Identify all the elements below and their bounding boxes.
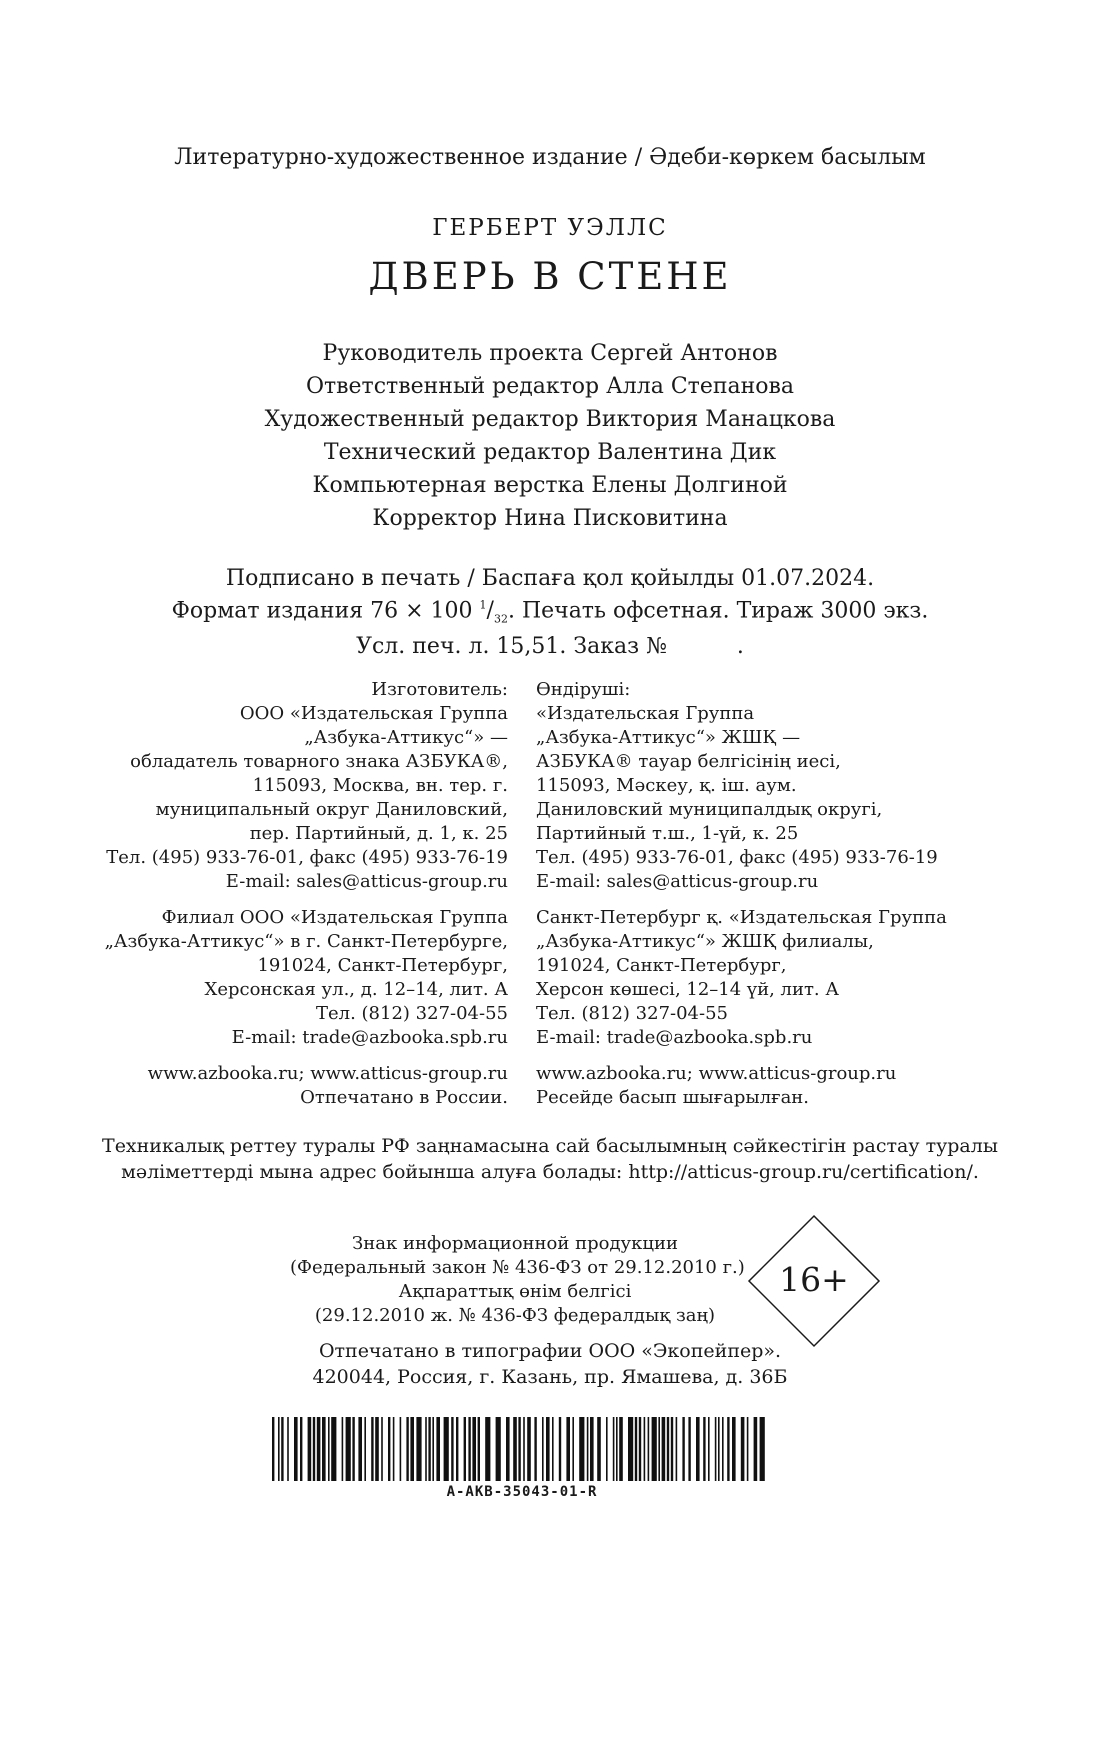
format-line	[0, 592, 1100, 633]
barcode-bar	[708, 1417, 710, 1481]
printing-house-line: Отпечатано в типографии ООО «Экопейпер».	[318, 1340, 782, 1362]
barcode-bar	[644, 1417, 646, 1481]
manufacturer-kz-line: Партийный т.ш., 1-үй, к. 25	[536, 823, 799, 844]
barcode-bar	[342, 1417, 344, 1481]
manufacturer-kz-line: E-mail: sales@atticus-group.ru	[536, 871, 819, 892]
barcode-bar	[546, 1417, 550, 1481]
barcode-bar	[328, 1417, 330, 1481]
barcode-bar	[313, 1417, 315, 1481]
manufacturer-ru-line: пер. Партийный, д. 1, к. 25	[249, 823, 508, 844]
barcode-bar	[715, 1417, 717, 1481]
sheets-text: Усл. печ. л. 15,51. Заказ №	[356, 633, 667, 659]
manufacturer-kz-line: „Азбука-Аттикус“» ЖШҚ —	[536, 727, 801, 748]
barcode-bar	[559, 1417, 561, 1481]
barcode-bar	[468, 1417, 470, 1481]
manufacturer-ru-line: Тел. (495) 933-76-01, факс (495) 933-76-19	[106, 847, 508, 868]
barcode-bar	[590, 1417, 594, 1481]
info-sign-line: (Федеральный закон № 436-ФЗ от 29.12.2010 г.)	[290, 1257, 745, 1278]
barcode-bar	[696, 1417, 700, 1481]
info-sign-line: (29.12.2010 ж. № 436-ФЗ федералдық заң)	[314, 1305, 716, 1326]
branch-kz-line: Херсон көшесі, 12–14 үй, лит. А	[536, 979, 839, 1000]
barcode-bar	[410, 1417, 414, 1481]
branch-ru-line: Херсонская ул., д. 12–14, лит. А	[204, 979, 508, 1000]
barcode-bar	[278, 1417, 280, 1481]
branch-kz-line: E-mail: trade@azbooka.spb.ru	[536, 1027, 813, 1048]
format-denominator: 32	[493, 612, 508, 626]
barcode-bar	[587, 1417, 589, 1481]
barcode-bar	[485, 1417, 490, 1481]
barcode-bar	[416, 1417, 421, 1481]
manufacturer-ru-line: 115093, Москва, вн. тер. г.	[252, 775, 508, 796]
branch-kz-line: 191024, Санкт-Петербург,	[536, 955, 787, 976]
barcode-bar	[331, 1417, 336, 1481]
barcode-bar	[718, 1417, 720, 1481]
credit-line: Компьютерная верстка Елены Долгиной	[312, 473, 788, 498]
barcode-bar	[652, 1417, 657, 1481]
barcode-bar	[606, 1417, 608, 1481]
certification-line: мәліметтерді мына адрес бойынша алуға болады: http://atticus-group.ru/certification/.	[121, 1161, 979, 1183]
branch-kz	[536, 906, 947, 1050]
barcode-bar	[388, 1417, 390, 1481]
barcode-bar	[393, 1417, 395, 1481]
barcode-bar	[375, 1417, 379, 1481]
barcode-bar	[619, 1417, 623, 1481]
barcode-bar	[358, 1417, 362, 1481]
barcode-bar	[667, 1417, 669, 1481]
barcode-bar	[444, 1417, 449, 1481]
barcode-bar	[436, 1417, 440, 1481]
barcode-bar	[727, 1417, 729, 1481]
manufacturer-kz-line: 115093, Мәскеу, қ. іш. аум.	[536, 775, 797, 796]
barcode-bar	[676, 1417, 678, 1481]
printing-house-line: 420044, Россия, г. Казань, пр. Ямашева, д. 36Б	[312, 1366, 788, 1388]
barcode-label: A-AKB-35043-01-R	[446, 1484, 598, 1500]
barcode	[272, 1417, 772, 1481]
barcode-bar	[747, 1417, 749, 1481]
barcode-bar	[346, 1417, 351, 1481]
manufacturer-kz-line: Даниловский муниципалдық округі,	[536, 799, 883, 820]
manufacturer-kz-line: АЗБУКА® тауар белгісінің иесі,	[536, 751, 841, 772]
manufacturer-ru-line: муниципальный округ Даниловский,	[155, 799, 508, 820]
barcode-bar	[464, 1417, 466, 1481]
barcode-bar	[400, 1417, 402, 1481]
credits-block	[0, 337, 1100, 535]
barcode-bar	[425, 1417, 427, 1481]
barcode-bar	[572, 1417, 574, 1481]
info-sign-block	[290, 1232, 745, 1328]
barcode-bar	[451, 1417, 453, 1481]
branch-ru-line: Тел. (812) 327-04-55	[316, 1003, 508, 1024]
sheets-line	[0, 633, 1100, 660]
certification-line: Техникалық реттеу туралы РФ заңнамасына сай басылымның сәйкестігін растау туралы	[102, 1135, 998, 1157]
author-name: ГЕРБЕРТ УЭЛЛС	[432, 215, 668, 241]
manufacturer-kz-line: Өндіруші:	[536, 679, 631, 700]
barcode-bar	[352, 1417, 354, 1481]
barcode-bar	[662, 1417, 666, 1481]
barcode-bar	[527, 1417, 531, 1481]
barcode-bar	[472, 1417, 476, 1481]
barcode-bar	[688, 1417, 690, 1481]
barcode-bar	[682, 1417, 684, 1481]
barcode-bar	[579, 1417, 584, 1481]
barcode-bar	[616, 1417, 618, 1481]
manufacturer-kz-line: «Издательская Группа	[536, 703, 755, 724]
barcode-bar	[428, 1417, 430, 1481]
barcode-bar	[300, 1417, 302, 1481]
web-kz-line: www.azbooka.ru; www.atticus-group.ru	[536, 1063, 897, 1084]
print-info	[0, 565, 1100, 660]
branch-ru-line: 191024, Санкт-Петербург,	[257, 955, 508, 976]
barcode-bar	[371, 1417, 373, 1481]
manufacturer-kz-line: Тел. (495) 933-76-01, факс (495) 933-76-19	[536, 847, 938, 868]
barcode-bar	[287, 1417, 289, 1481]
sheets-end: .	[736, 633, 744, 659]
branch-ru	[105, 906, 508, 1050]
barcode-bar	[322, 1417, 326, 1481]
credit-line: Ответственный редактор Алла Степанова	[305, 374, 795, 399]
barcode-bar	[552, 1417, 554, 1481]
barcode-bar	[722, 1417, 724, 1481]
web-kz-line: Ресейде басып шығарылған.	[536, 1087, 810, 1108]
age-rating-text: 16+	[779, 1260, 849, 1299]
barcode-bar	[281, 1417, 283, 1481]
barcode-bar	[732, 1417, 736, 1481]
web-ru-line: Отпечатано в России.	[300, 1087, 508, 1108]
branch-ru-line: Филиал ООО «Издательская Группа	[161, 907, 508, 928]
barcode-bar	[381, 1417, 383, 1481]
manufacturer-ru-line: „Азбука-Аттикус“» —	[304, 727, 508, 748]
barcode-bar	[496, 1417, 501, 1481]
branch-ru-line: E-mail: trade@azbooka.spb.ru	[231, 1027, 508, 1048]
barcode-bar	[760, 1417, 765, 1481]
barcode-bar	[406, 1417, 408, 1481]
credit-line: Руководитель проекта Сергей Антонов	[322, 341, 778, 366]
credit-line: Технический редактор Валентина Дик	[323, 440, 777, 465]
manufacturer-ru-line: Изготовитель:	[371, 679, 508, 700]
credit-line: Корректор Нина Писковитина	[372, 506, 728, 531]
barcode-bar	[523, 1417, 525, 1481]
barcode-bar	[317, 1417, 321, 1481]
barcode-bar	[635, 1417, 637, 1481]
book-title: ДВЕРЬ В СТЕНЕ	[368, 255, 732, 298]
manufacturer-ru-line: E-mail: sales@atticus-group.ru	[225, 871, 508, 892]
barcode-bar	[741, 1417, 745, 1481]
branch-kz-line: Санкт-Петербург қ. «Издательская Группа	[536, 907, 947, 928]
barcode-bar	[703, 1417, 705, 1481]
branch-kz-line: Тел. (812) 327-04-55	[536, 1003, 728, 1024]
barcode-bar	[566, 1417, 570, 1481]
signed-line: Подписано в печать / Баспаға қол қойылды 01.07.2024.	[225, 566, 875, 591]
info-sign-line: Знак информационной продукции	[352, 1233, 678, 1254]
manufacturer-kz	[536, 678, 938, 894]
credit-line: Художественный редактор Виктория Манацкова	[264, 407, 836, 432]
printing-house	[0, 1338, 1100, 1390]
barcode-bar	[542, 1417, 544, 1481]
info-sign-line: Ақпараттық өнім белгісі	[398, 1281, 632, 1302]
barcode-bar	[513, 1417, 517, 1481]
barcode-bar	[597, 1417, 601, 1481]
format-fraction: $^1/_{32}$	[479, 598, 508, 626]
format-numerator: 1	[479, 599, 487, 612]
barcode-bar	[506, 1417, 510, 1481]
barcode-bar	[648, 1417, 650, 1481]
barcode-bar	[456, 1417, 458, 1481]
branch-kz-line: „Азбука-Аттикус“» ЖШҚ филиалы,	[536, 931, 874, 952]
manufacturer-ru	[106, 678, 508, 894]
certification-notice	[0, 1133, 1100, 1185]
manufacturer-ru-line: обладатель товарного знака АЗБУКА®,	[130, 751, 508, 772]
manufacturer-ru-line: ООО «Издательская Группа	[239, 703, 508, 724]
web-ru-line: www.azbooka.ru; www.atticus-group.ru	[147, 1063, 508, 1084]
barcode-bar	[478, 1417, 480, 1481]
age-rating-badge	[747, 1214, 881, 1348]
format-prefix: Формат издания 76 × 100	[171, 598, 473, 624]
barcode-bar	[364, 1417, 366, 1481]
barcode-bar	[658, 1417, 660, 1481]
format-suffix: . Печать офсетная. Тираж 3000 экз.	[507, 598, 929, 624]
barcode-bar	[308, 1417, 312, 1481]
barcode-bar	[272, 1417, 274, 1481]
branch-ru-line: „Азбука-Аттикус“» в г. Санкт-Петербурге,	[104, 931, 508, 952]
barcode-bar	[294, 1417, 298, 1481]
web-kz	[536, 1062, 896, 1110]
barcode-bar	[671, 1417, 673, 1481]
barcode-bar	[432, 1417, 434, 1481]
barcode-bar	[534, 1417, 536, 1481]
edition-line: Литературно-художественное издание / Әдеби-көркем басылым	[174, 145, 926, 170]
barcode-bar	[628, 1417, 633, 1481]
barcode-bar	[639, 1417, 641, 1481]
web-ru	[148, 1062, 508, 1110]
barcode-bar	[754, 1417, 758, 1481]
barcode-bar	[518, 1417, 520, 1481]
barcode-bar	[613, 1417, 615, 1481]
